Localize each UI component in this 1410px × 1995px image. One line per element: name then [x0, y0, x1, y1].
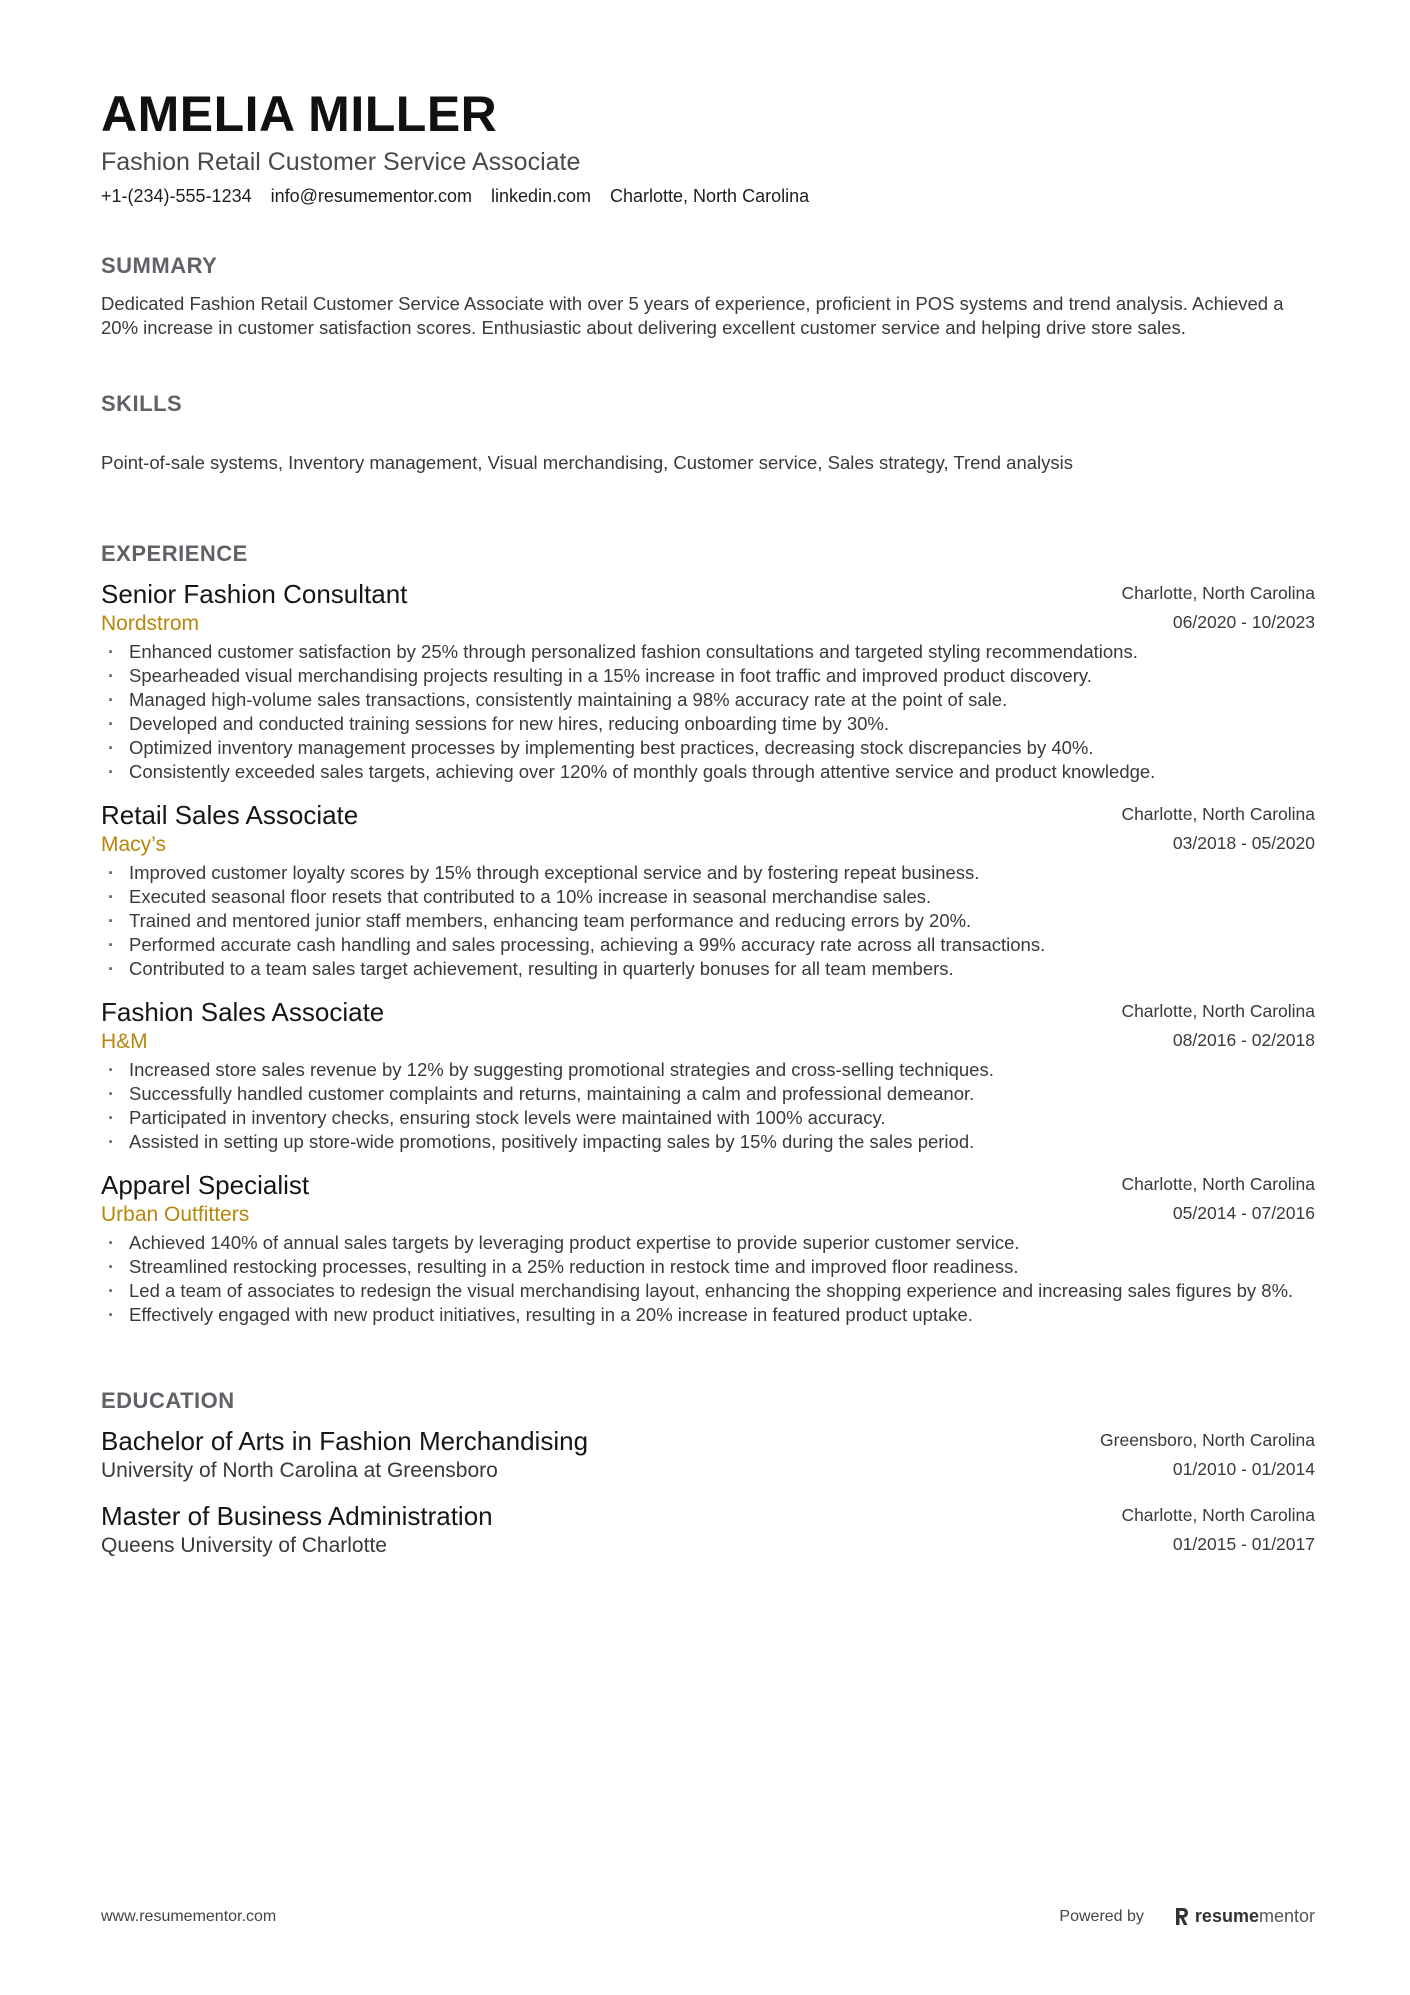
candidate-title: Fashion Retail Customer Service Associate: [101, 148, 581, 176]
resumementor-logo-icon: [1174, 1907, 1189, 1926]
bullet-item: · Spearheaded visual merchandising projects resulting in a 15% increase in foot traffic and improved product discovery.: [101, 664, 1315, 688]
job-dates: 08/2016 - 02/2018: [1172, 1030, 1315, 1050]
bullet-item: · Managed high-volume sales transactions, consistently maintaining a 98% accuracy rate at the point of sale.: [101, 688, 1315, 712]
job-location: Charlotte, North Carolina: [1121, 1174, 1315, 1194]
bullet-item: · Improved customer loyalty scores by 15% through exceptional service and by fostering repeat business.: [101, 861, 1315, 885]
education-entry: [101, 1426, 1315, 1485]
school-location: Greensboro, North Carolina: [1100, 1430, 1315, 1450]
brand-name-bold: resume: [1194, 1906, 1259, 1926]
bullet-item: · Led a team of associates to redesign the visual merchandising layout, enhancing the shopping experience and increasing sales figures by 8%.: [101, 1279, 1315, 1303]
bullet-item: · Effectively engaged with new product initiatives, resulting in a 20% increase in featured product uptake.: [101, 1303, 1315, 1327]
bullet-item: · Executed seasonal floor resets that contributed to a 10% increase in seasonal merchandise sales.: [101, 885, 1315, 909]
job-dates: 05/2014 - 07/2016: [1172, 1203, 1315, 1223]
education-heading: EDUCATION: [101, 1388, 235, 1413]
job-location: Charlotte, North Carolina: [1121, 804, 1315, 824]
contact-email[interactable]: info@resumementor.com: [270, 186, 472, 206]
bullet-item: · Developed and conducted training sessions for new hires, reducing onboarding time by 30%.: [101, 712, 1315, 736]
job-dates: 06/2020 - 10/2023: [1172, 612, 1315, 632]
job-location: Charlotte, North Carolina: [1121, 583, 1315, 603]
resume-page: [101, 84, 1315, 1560]
skills-section: [101, 390, 1315, 475]
bullet-item: · Streamlined restocking processes, resulting in a 25% reduction in restock time and improved floor readiness.: [101, 1255, 1315, 1279]
school-location: Charlotte, North Carolina: [1121, 1505, 1315, 1525]
bullet-item: · Contributed to a team sales target achievement, resulting in quarterly bonuses for all team members.: [101, 957, 1315, 981]
bullet-item: · Optimized inventory management processes by implementing best practices, decreasing stock discrepancies by 40%.: [101, 736, 1315, 760]
experience-entry: [101, 579, 1315, 784]
resumementor-logo[interactable]: [1174, 1906, 1315, 1927]
contact-linkedin[interactable]: linkedin.com: [490, 186, 592, 206]
job-bullets: [101, 1231, 1315, 1327]
experience-heading: EXPERIENCE: [101, 541, 248, 566]
summary-text: Dedicated Fashion Retail Customer Service Associate with over 5 years of experience, proficient in POS systems and trend analysis. Achieved a 20% increase in customer satisfaction scores. Enthusiastic about delivering excellent customer service and helping drive store sales.: [101, 293, 1284, 338]
bullet-item: · Consistently exceeded sales targets, achieving over 120% of monthly goals through attentive service and product knowledge.: [101, 760, 1315, 784]
footer-branding: [1059, 1906, 1315, 1927]
resume-header: [101, 84, 1315, 208]
skills-text: Point-of-sale systems, Inventory management, Visual merchandising, Customer service, Sales strategy, Trend analysis: [101, 452, 1074, 473]
job-company: Macy’s: [101, 833, 166, 856]
school-dates: 01/2015 - 01/2017: [1172, 1534, 1315, 1554]
powered-by-label: Powered by: [1059, 1907, 1144, 1925]
degree-title: Bachelor of Arts in Fashion Merchandising: [101, 1426, 589, 1456]
job-bullets: [101, 1058, 1315, 1154]
job-title: Apparel Specialist: [101, 1170, 310, 1200]
bullet-item: · Achieved 140% of annual sales targets by leveraging product expertise to provide superior customer service.: [101, 1231, 1315, 1255]
bullet-item: · Increased store sales revenue by 12% by suggesting promotional strategies and cross-selling techniques.: [101, 1058, 1315, 1082]
experience-entry: [101, 1170, 1315, 1327]
contact-phone: +1-(234)-555-1234: [101, 186, 252, 206]
bullet-item: · Participated in inventory checks, ensuring stock levels were maintained with 100% accuracy.: [101, 1106, 1315, 1130]
candidate-name: AMELIA MILLER: [101, 86, 498, 142]
education-section: [101, 1387, 1315, 1560]
footer-url[interactable]: www.resumementor.com: [101, 1907, 277, 1925]
school-name: University of North Carolina at Greensboro: [101, 1459, 498, 1482]
experience-entry: [101, 997, 1315, 1154]
page-footer: [101, 1906, 1315, 1927]
job-bullets: [101, 861, 1315, 981]
bullet-item: · Assisted in setting up store-wide promotions, positively impacting sales by 15% during the sales period.: [101, 1130, 1315, 1154]
skills-heading: SKILLS: [101, 391, 183, 416]
job-dates: 03/2018 - 05/2020: [1172, 833, 1315, 853]
brand-name-light: mentor: [1258, 1906, 1315, 1926]
experience-section: [101, 540, 1315, 1327]
education-entry: [101, 1501, 1315, 1560]
job-company: Nordstrom: [101, 612, 200, 635]
summary-section: [101, 252, 1315, 340]
job-company: H&M: [101, 1030, 148, 1053]
job-bullets: [101, 640, 1315, 784]
experience-entry: [101, 800, 1315, 981]
job-company: Urban Outfitters: [101, 1203, 250, 1226]
bullet-item: · Successfully handled customer complaints and returns, maintaining a calm and professional demeanor.: [101, 1082, 1315, 1106]
bullet-item: · Performed accurate cash handling and sales processing, achieving a 99% accuracy rate across all transactions.: [101, 933, 1315, 957]
job-title: Retail Sales Associate: [101, 800, 359, 830]
contact-location: Charlotte, North Carolina: [610, 186, 810, 206]
summary-heading: SUMMARY: [101, 253, 218, 278]
degree-title: Master of Business Administration: [101, 1501, 493, 1531]
bullet-item: · Trained and mentored junior staff members, enhancing team performance and reducing errors by 20%.: [101, 909, 1315, 933]
school-dates: 01/2010 - 01/2014: [1172, 1459, 1315, 1479]
school-name: Queens University of Charlotte: [101, 1534, 387, 1557]
bullet-item: · Enhanced customer satisfaction by 25% through personalized fashion consultations and targeted styling recommendations.: [101, 640, 1315, 664]
job-title: Senior Fashion Consultant: [101, 579, 408, 609]
contact-line: [101, 184, 1315, 208]
job-location: Charlotte, North Carolina: [1121, 1001, 1315, 1021]
job-title: Fashion Sales Associate: [101, 997, 385, 1027]
